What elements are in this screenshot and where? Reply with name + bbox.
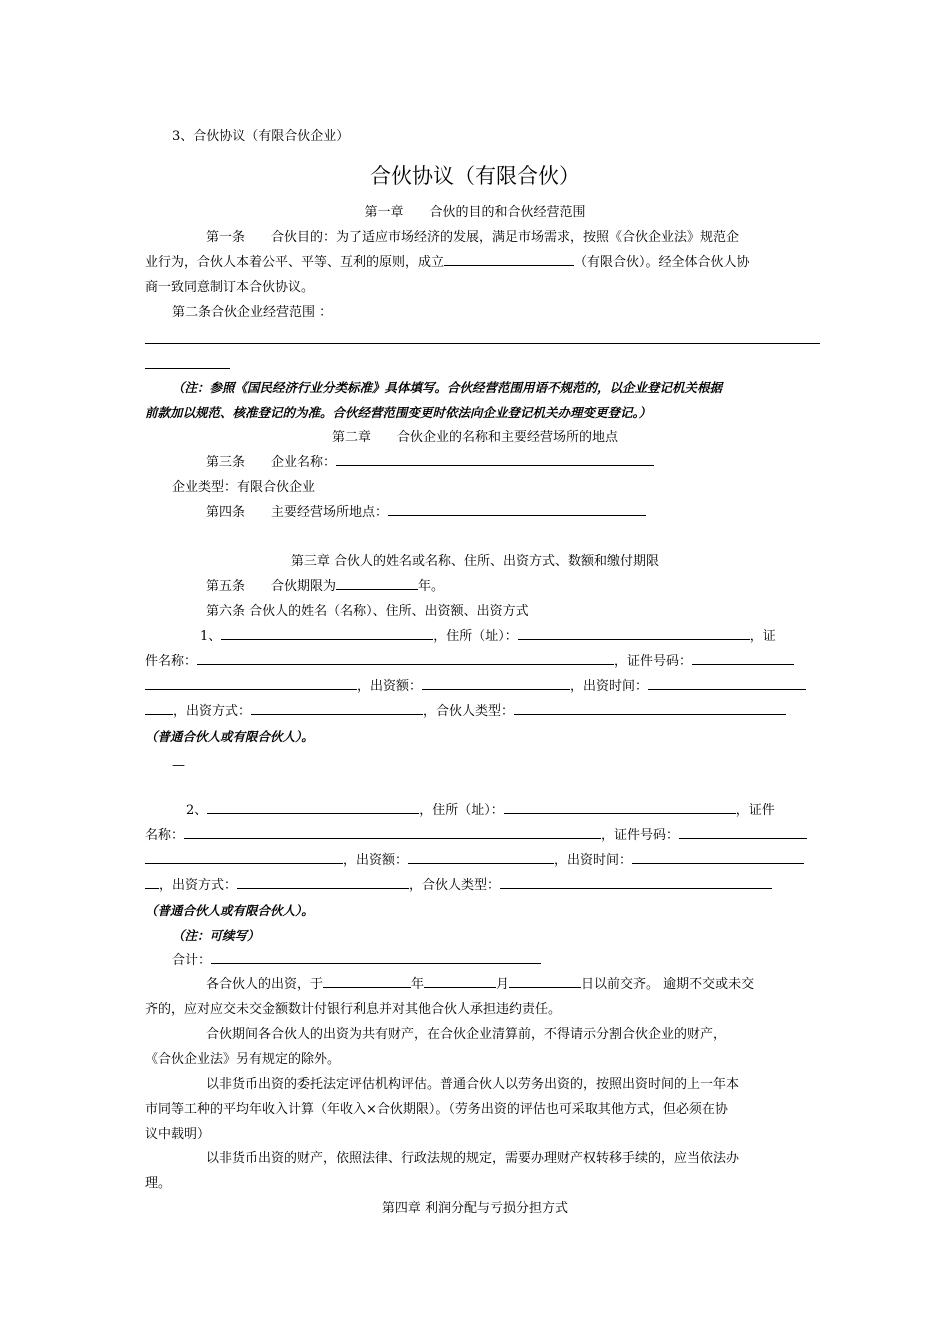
partner-2-time-blank[interactable] [632, 848, 804, 864]
dash-mark: — [172, 758, 185, 773]
pay-month-blank[interactable] [424, 972, 496, 988]
partner-2-address-blank[interactable] [504, 798, 736, 814]
valuation-line3: 议中载明） [145, 1127, 211, 1142]
company-name-blank[interactable] [336, 450, 654, 466]
article-6: 第六条 合伙人的姓名（名称）、住所、出资额、出资方式 [206, 604, 529, 619]
partner-1-type-note: （普通合伙人或有限合伙人）。 [145, 729, 314, 744]
payment-line1: 各合伙人的出资，于 年 月 日以前交齐。 逾期不交或未交 [206, 972, 881, 997]
partner-2-line4: ，出资方式： ，合伙人类型： [145, 873, 820, 898]
partnership-name-blank[interactable] [444, 250, 574, 266]
pay-year-blank[interactable] [323, 972, 411, 988]
partner-1-idno-blank-cont[interactable] [145, 674, 357, 690]
partner-1-name-blank[interactable] [221, 624, 433, 640]
valuation-line2: 市同等工种的平均年收入计算（年收入×合伙期限）。（劳务出资的评估也可采取其他方式，但必须在协 [145, 1102, 728, 1117]
partner-1-line3: ，出资额： ，出资时间： [145, 674, 820, 699]
business-scope-blank-cont[interactable] [145, 368, 230, 369]
section-label: 3、合伙协议（有限合伙企业） [172, 129, 350, 144]
transfer-line1: 以非货币出资的财产，依照法律、行政法规的规定，需要办理财产权转移手续的，应当依法办 [206, 1151, 740, 1166]
document-title: 合伙协议（有限合伙） [370, 164, 580, 188]
partner-1-line4: ，出资方式： ，合伙人类型： [145, 699, 820, 724]
partner-1-address-blank[interactable] [518, 624, 750, 640]
partner-2-line1: 2、 ，住所（址）： ，证件 [186, 798, 861, 823]
chapter-1-title: 第一章 合伙的目的和合伙经营范围 [364, 205, 586, 220]
partner-2-idtype-blank[interactable] [184, 823, 601, 839]
article-1-line1: 第一条 合伙目的：为了适应市场经济的发展，满足市场需求，按照《合伙企业法》规范企 [206, 230, 740, 245]
partner-1-method-blank[interactable] [251, 699, 423, 715]
partner-1-time-blank-cont[interactable] [145, 699, 173, 715]
transfer-line2: 理。 [145, 1176, 172, 1191]
partner-2-amount-blank[interactable] [408, 848, 554, 864]
partner-1-amount-blank[interactable] [422, 674, 570, 690]
partner-2-name-blank[interactable] [207, 798, 419, 814]
partner-2-idno-blank[interactable] [679, 823, 807, 839]
partner-2-type-note: （普通合伙人或有限合伙人）。 [145, 903, 314, 918]
company-type: 企业类型：有限合伙企业 [172, 480, 316, 495]
property-line1: 合伙期间各合伙人的出资为共有财产，在合伙企业清算前，不得请示分割合伙企业的财产， [206, 1027, 727, 1042]
partner-2-method-blank[interactable] [237, 873, 409, 889]
partner-2-time-blank-cont[interactable] [145, 873, 159, 889]
valuation-line1: 以非货币出资的委托法定评估机构评估。普通合伙人以劳务出资的，按照出资时间的上一年本 [206, 1077, 740, 1092]
partner-1-type-blank[interactable] [514, 699, 786, 715]
partner-1-idno-blank[interactable] [692, 649, 794, 665]
location-blank[interactable] [388, 500, 646, 516]
partner-2-line2: 名称： ，证件号码： [145, 823, 820, 848]
note-scope-line2: 前款加以规范、核准登记的为准。合伙经营范围变更时依法向企业登记机关办理变更登记。） [145, 405, 652, 420]
article-5: 第五条 合伙期限为 年。 [206, 574, 881, 599]
article-3: 第三条 企业名称： [206, 450, 881, 475]
partner-1-line2: 件名称： ，证件号码： [145, 649, 820, 674]
continue-note: （注：可续写） [172, 928, 260, 943]
chapter-3-title: 第三章 合伙人的姓名或名称、住所、出资方式、数额和缴付期限 [290, 554, 660, 569]
term-blank[interactable] [336, 574, 418, 590]
total-line: 合计： [172, 948, 847, 973]
article-2: 第二条合伙企业经营范围 ： [172, 305, 333, 320]
chapter-2-title: 第二章 合伙企业的名称和主要经营场所的地点 [331, 430, 618, 445]
article-1-line3: 商一致同意制订本合伙协议。 [145, 280, 315, 295]
property-line2: 《合伙企业法》另有规定的除外。 [145, 1052, 341, 1067]
article-4: 第四条 主要经营场所地点： [206, 500, 881, 525]
article-1-line2: 业行为，合伙人本着公平、平等、互利的原则，成立 （有限合伙）。经全体合伙人协 [145, 250, 820, 275]
chapter-4-title: 第四章 利润分配与亏损分担方式 [381, 1201, 569, 1216]
note-scope-line1: （注：参照《国民经济行业分类标准》具体填写。合伙经营范围用语不规范的，以企业登记机关根据 [172, 380, 723, 395]
partner-2-type-blank[interactable] [500, 873, 772, 889]
total-blank[interactable] [211, 948, 541, 964]
business-scope-blank[interactable] [145, 343, 820, 344]
partner-1-line1: 1、 ，住所（址）： ，证 [200, 624, 875, 649]
partner-1-idtype-blank[interactable] [197, 649, 614, 665]
partner-2-idno-blank-cont[interactable] [145, 848, 343, 864]
payment-line2: 齐的，应对应交未交金额数计付银行利息并对其他合伙人承担违约责任。 [145, 1002, 562, 1017]
partner-1-time-blank[interactable] [648, 674, 806, 690]
pay-day-blank[interactable] [509, 972, 581, 988]
partner-2-line3: ，出资额： ，出资时间： [145, 848, 820, 873]
